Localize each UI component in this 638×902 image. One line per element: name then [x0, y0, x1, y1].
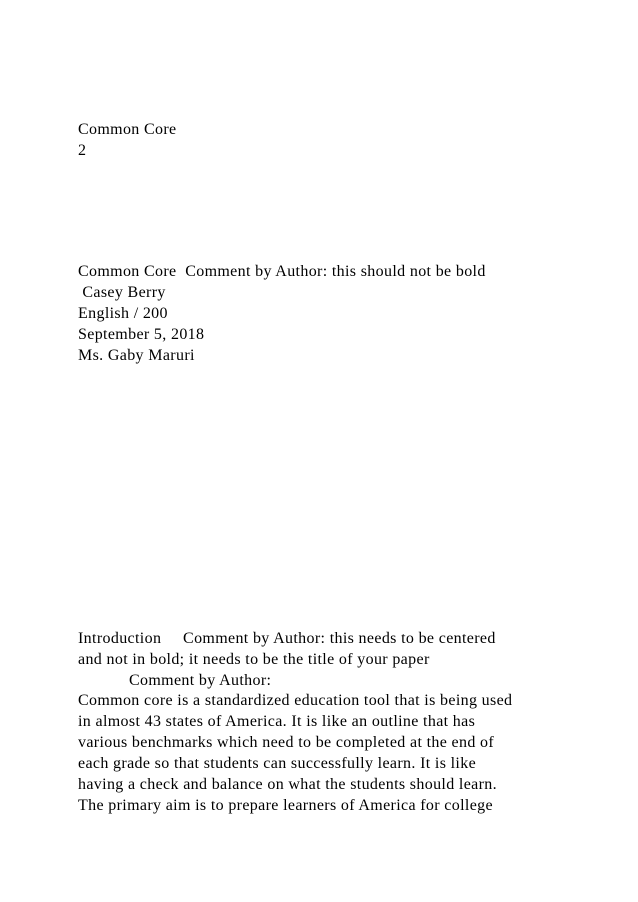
date: September 5, 2018: [78, 326, 205, 343]
comment-continuation: and not in bold; it needs to be the title of your paper: [78, 651, 430, 668]
intro-heading-comment: Introduction Comment by Author: this needs to be centered: [78, 630, 496, 647]
title-line-with-comment: Common Core Comment by Author: this should not be bold: [78, 263, 486, 280]
paragraph-line: having a check and balance on what the students should learn.: [78, 776, 497, 793]
instructor-name: Ms. Gaby Maruri: [78, 347, 195, 364]
paragraph-line: various benchmarks which need to be completed at the end of: [78, 734, 495, 751]
course-name: English / 200: [78, 305, 168, 322]
paragraph-line: each grade so that students can successfully learn. It is like: [78, 755, 477, 772]
page-number: 2: [78, 142, 87, 159]
paragraph-line: in almost 43 states of America. It is like an outline that has: [78, 713, 476, 730]
empty-comment: Comment by Author:: [129, 672, 272, 689]
paragraph-line: The primary aim is to prepare learners of America for college: [78, 797, 493, 814]
author-name: Casey Berry: [78, 284, 166, 301]
running-head: Common Core: [78, 121, 177, 138]
paragraph-line: Common core is a standardized education tool that is being used: [78, 692, 513, 709]
